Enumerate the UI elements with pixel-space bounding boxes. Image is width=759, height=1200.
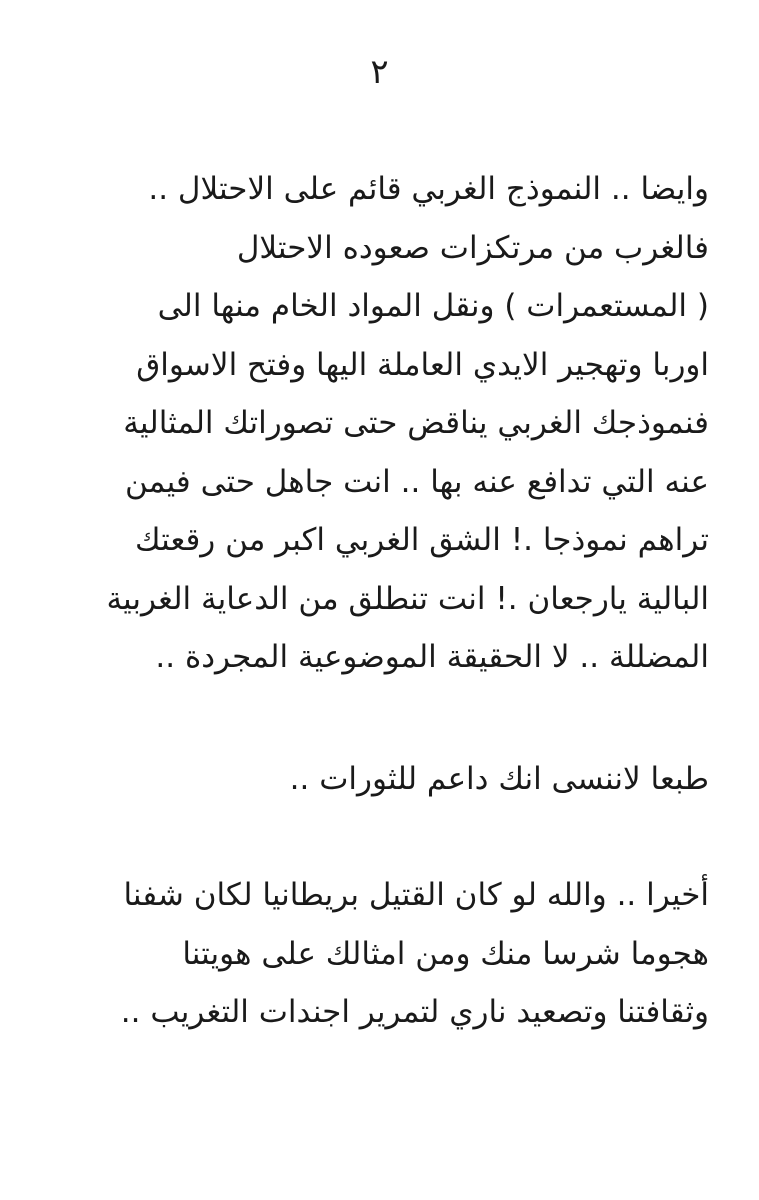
- text-line: أخيرا .. والله لو كان القتيل بريطانيا لكان شفنا: [123, 877, 709, 913]
- text-line: طبعا لاننسى انك داعم للثورات ..: [289, 761, 709, 797]
- text-line: اوربا وتهجير الايدي العاملة اليها وفتح الاسواق: [136, 346, 709, 383]
- text-line: هجوما شرسا منك ومن امثالك على هويتنا: [182, 935, 709, 972]
- text-line: عنه التي تدافع عنه بها .. انت جاهل حتى فيمن: [125, 463, 709, 500]
- text-line: وايضا .. النموذج الغربي قائم على الاحتلال ..: [148, 171, 709, 207]
- paragraph-occupation: [29, 160, 709, 687]
- paragraph-conclusion: [29, 866, 709, 1042]
- text-line: وثقافتنا وتصعيد ناري لتمرير اجندات التغريب ..: [120, 994, 709, 1030]
- paragraph-revolutions: [29, 750, 709, 809]
- text-line: البالية يارجعان .! انت تنطلق من الدعاية الغربية: [106, 580, 709, 617]
- text-line: ( المستعمرات ) ونقل المواد الخام منها الى: [157, 288, 709, 324]
- text-line: المضللة .. لا الحقيقة الموضوعية المجردة ..: [155, 639, 709, 675]
- text-line: تراهم نموذجا .! الشق الغربي اكبر من رقعتك: [135, 522, 709, 558]
- page-number: ٢: [370, 52, 389, 92]
- text-line: فنموذجك الغربي يناقض حتى تصوراتك المثالية: [123, 405, 709, 441]
- text-line: فالغرب من مرتكزات صعوده الاحتلال: [236, 229, 709, 266]
